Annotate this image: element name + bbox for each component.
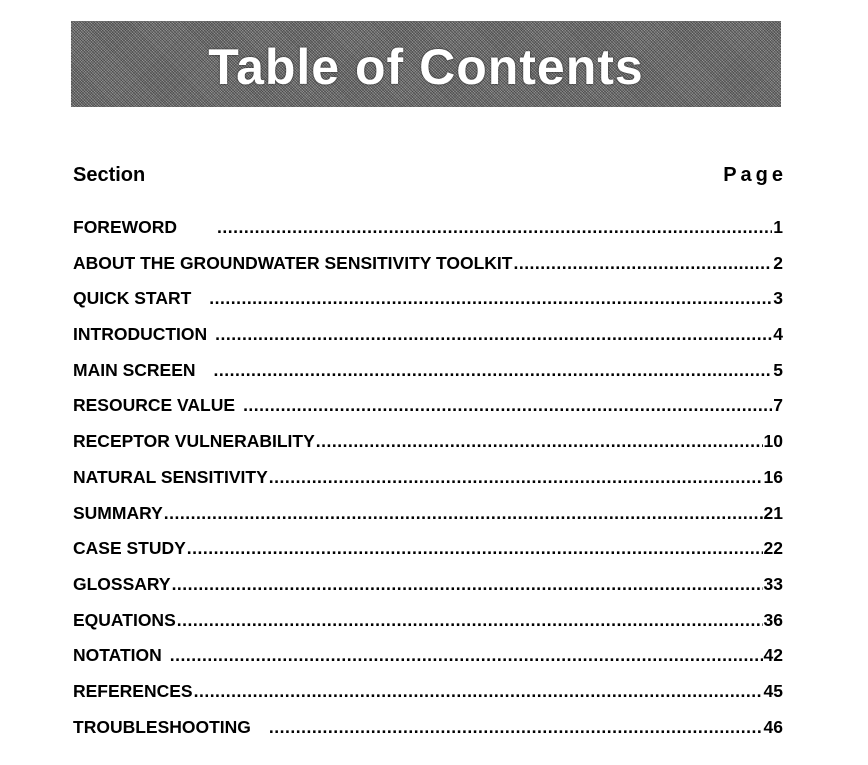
dot-leader	[170, 645, 763, 666]
toc-entry-page: 22	[763, 538, 783, 559]
toc-entry-title: SUMMARY	[73, 502, 163, 523]
toc-entry-title: TROUBLESHOOTING	[73, 716, 251, 737]
section-column-header: Section	[73, 164, 146, 186]
dot-leader	[243, 395, 772, 416]
toc-entry-page: 2	[773, 252, 783, 273]
dot-leader	[217, 217, 772, 238]
toc-entry-resource-value[interactable]	[73, 395, 783, 431]
dot-leader	[194, 681, 763, 702]
toc-entry-title: REFERENCES	[73, 680, 193, 701]
title-banner	[71, 21, 781, 107]
toc-entry-page: 4	[773, 324, 783, 345]
toc-entry-title: GLOSSARY	[73, 573, 171, 594]
toc-entry-page: 3	[773, 288, 783, 309]
dot-leader	[164, 503, 763, 524]
dot-leader	[215, 324, 772, 345]
toc-entry-page: 5	[773, 359, 783, 380]
toc-entry-page: 10	[763, 431, 783, 452]
toc-entry-title: NOTATION	[73, 645, 162, 666]
toc-entry-page: 45	[763, 680, 783, 701]
toc-entry-title: CASE STUDY	[73, 538, 186, 559]
toc-entry-about[interactable]	[73, 253, 783, 289]
toc-entry-quick-start[interactable]	[73, 288, 783, 324]
toc-entry-notation[interactable]	[73, 645, 783, 681]
toc-header	[73, 164, 787, 190]
toc-entry-page: 36	[763, 609, 783, 630]
dot-leader	[513, 253, 772, 274]
toc-entry-title: RESOURCE VALUE	[73, 395, 236, 416]
toc-entry-references[interactable]	[73, 681, 783, 717]
toc-entry-troubleshooting[interactable]	[73, 717, 783, 753]
page-title: Table of Contents	[208, 39, 644, 95]
toc-entry-foreword[interactable]	[73, 217, 783, 253]
toc-list	[73, 217, 783, 752]
dot-leader	[316, 431, 763, 452]
toc-entry-title: RECEPTOR VULNERABILITY	[73, 431, 315, 452]
toc-entry-title: QUICK START	[73, 288, 192, 309]
toc-entry-case-study[interactable]	[73, 538, 783, 574]
dot-leader	[269, 717, 763, 738]
toc-entry-page: 46	[763, 716, 783, 737]
toc-entry-page: 21	[763, 502, 783, 523]
toc-entry-page: 42	[763, 645, 783, 666]
toc-entry-natural-sensitivity[interactable]	[73, 467, 783, 503]
page-column-header: Page	[723, 164, 787, 186]
toc-entry-title: FOREWORD	[73, 217, 178, 237]
toc-entry-page: 7	[773, 395, 783, 416]
toc-entry-equations[interactable]	[73, 610, 783, 646]
toc-entry-introduction[interactable]	[73, 324, 783, 360]
toc-entry-title: ABOUT THE GROUNDWATER SENSITIVITY TOOLKIT	[73, 252, 513, 273]
toc-entry-page: 33	[763, 573, 783, 594]
toc-entry-title: INTRODUCTION	[73, 324, 208, 345]
dot-leader	[269, 467, 763, 488]
toc-entry-title: EQUATIONS	[73, 609, 176, 630]
dot-leader	[187, 538, 763, 559]
toc-entry-main-screen[interactable]	[73, 360, 783, 396]
toc-entry-glossary[interactable]	[73, 574, 783, 610]
dot-leader	[177, 610, 763, 631]
dot-leader	[209, 288, 772, 309]
dot-leader	[214, 360, 773, 381]
toc-entry-summary[interactable]	[73, 503, 783, 539]
toc-entry-receptor-vulnerability[interactable]	[73, 431, 783, 467]
toc-entry-title: MAIN SCREEN	[73, 359, 196, 380]
toc-entry-page: 1	[773, 217, 783, 237]
toc-entry-page: 16	[763, 466, 783, 487]
dot-leader	[172, 574, 763, 595]
toc-entry-title: NATURAL SENSITIVITY	[73, 466, 268, 487]
